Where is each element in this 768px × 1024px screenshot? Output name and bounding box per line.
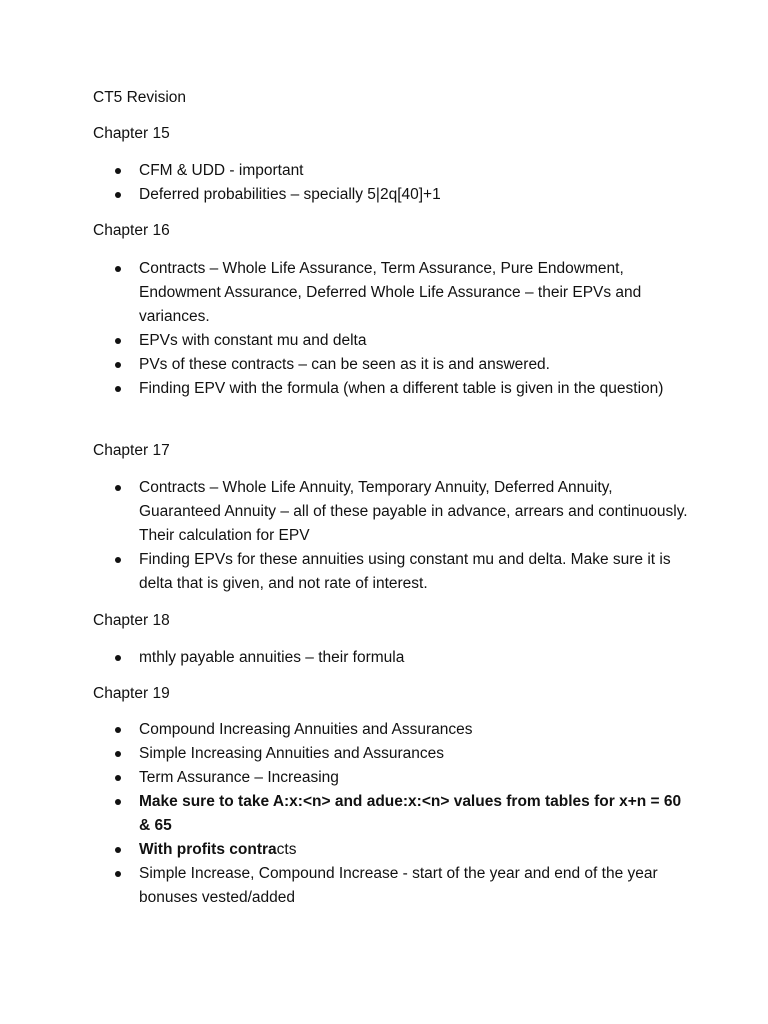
bullet-icon <box>115 655 121 661</box>
bullet-icon <box>115 386 121 392</box>
list-item: EPVs with constant mu and delta <box>93 329 693 353</box>
bullet-icon <box>115 557 121 563</box>
list-item <box>93 838 693 862</box>
list-item: Term Assurance – Increasing <box>93 766 693 790</box>
bullet-icon <box>115 799 121 805</box>
list-item: Deferred probabilities – specially 5|2q[40]+1 <box>93 183 693 207</box>
chapter-18-list <box>93 646 693 670</box>
bullet-icon <box>115 168 121 174</box>
list-item: mthly payable annuities – their formula <box>93 646 693 670</box>
document-title: CT5 Revision <box>93 89 187 106</box>
chapter-19-heading: Chapter 19 <box>93 685 170 702</box>
list-item: Contracts – Whole Life Assurance, Term Assurance, Pure Endowment, Endowment Assurance, Deferred Whole Life Assurance – their EPVs and variances. <box>93 257 693 329</box>
bold-fragment: With profits contra <box>139 841 277 858</box>
bullet-icon <box>115 362 121 368</box>
chapter-15-list <box>93 159 693 207</box>
bullet-icon <box>115 775 121 781</box>
chapter-15-heading: Chapter 15 <box>93 125 170 142</box>
list-item: CFM & UDD - important <box>93 159 693 183</box>
bullet-icon <box>115 751 121 757</box>
list-item: Contracts – Whole Life Annuity, Temporary Annuity, Deferred Annuity, Guaranteed Annuity – all of these payable in advance, arrears and continuously. Their calculation for EPV <box>93 476 693 548</box>
bullet-icon <box>115 847 121 853</box>
chapter-16-list <box>93 257 693 401</box>
list-item: Simple Increase, Compound Increase - start of the year and end of the year bonuses vested/added <box>93 862 693 910</box>
chapter-17-list <box>93 476 693 596</box>
plain-fragment: cts <box>276 841 297 858</box>
bullet-icon <box>115 485 121 491</box>
bullet-icon <box>115 727 121 733</box>
list-item: Make sure to take A:x:<n> and adue:x:<n> values from tables for x+n = 60 & 65 <box>93 790 693 838</box>
list-item: Simple Increasing Annuities and Assurances <box>93 742 693 766</box>
chapter-16-heading: Chapter 16 <box>93 222 170 239</box>
list-item: Finding EPV with the formula (when a different table is given in the question) <box>93 377 693 401</box>
list-item: PVs of these contracts – can be seen as it is and answered. <box>93 353 693 377</box>
chapter-17-heading: Chapter 17 <box>93 442 170 459</box>
bullet-icon <box>115 192 121 198</box>
chapter-18-heading: Chapter 18 <box>93 612 170 629</box>
bullet-icon <box>115 871 121 877</box>
list-item: Finding EPVs for these annuities using constant mu and delta. Make sure it is delta that is given, and not rate of interest. <box>93 548 693 596</box>
chapter-19-list <box>93 718 693 910</box>
bullet-icon <box>115 266 121 272</box>
bullet-icon <box>115 338 121 344</box>
list-item: Compound Increasing Annuities and Assurances <box>93 718 693 742</box>
